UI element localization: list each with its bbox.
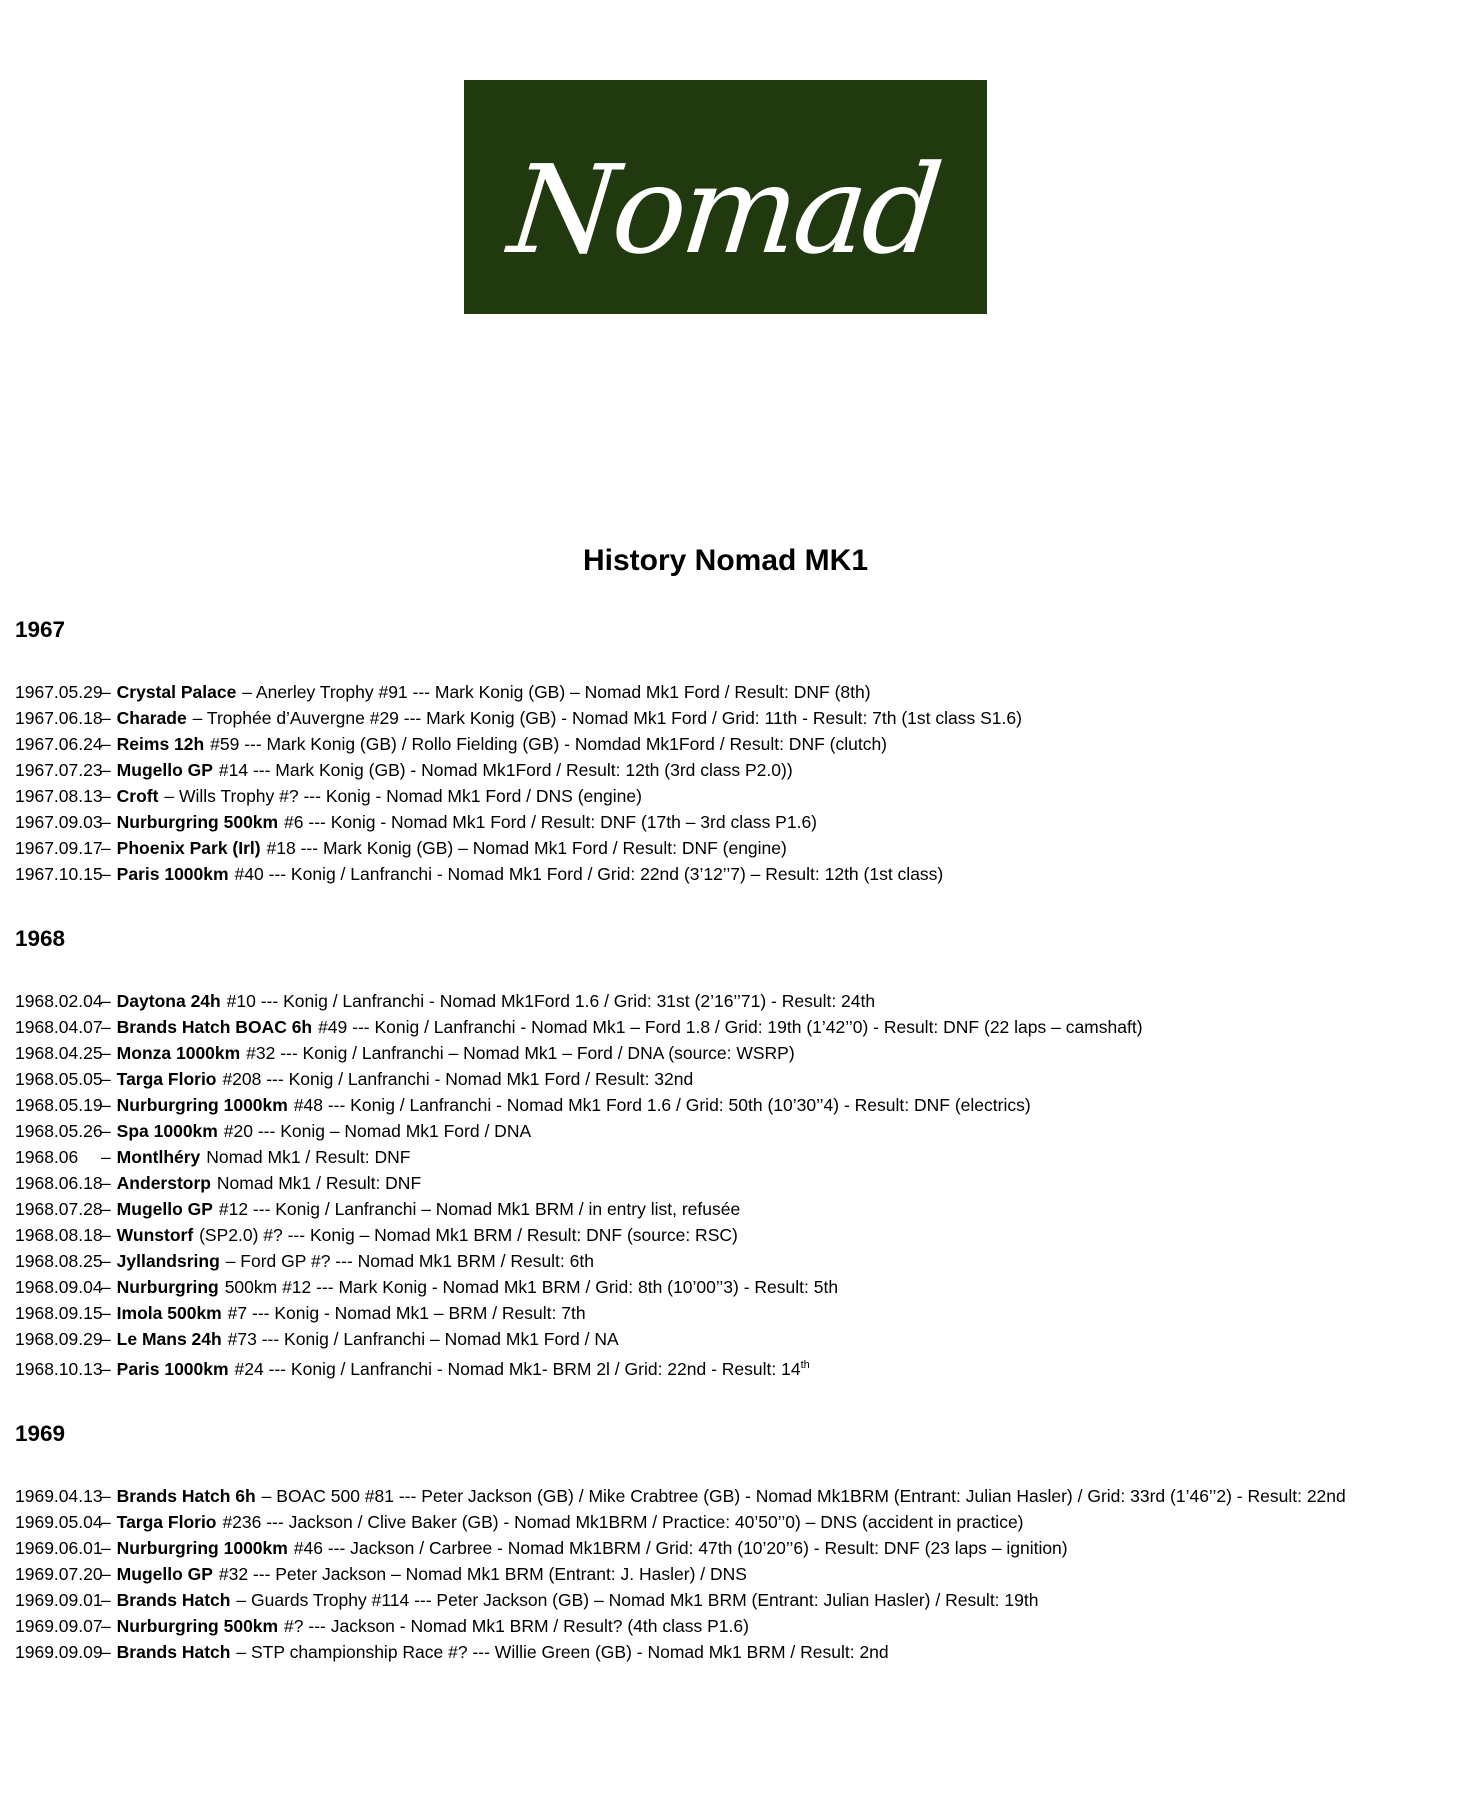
race-details: Nomad Mk1 / Result: DNF	[216, 1173, 422, 1193]
dash-separator: –	[101, 1251, 111, 1271]
race-entry	[15, 1118, 1436, 1144]
race-name: Mugello GP	[116, 1199, 213, 1219]
race-date: 1967.09.03	[15, 812, 103, 832]
race-entry	[15, 757, 1436, 783]
page-title: History Nomad MK1	[582, 544, 869, 577]
race-entry	[15, 783, 1436, 809]
race-name: Nurburgring	[116, 1277, 219, 1297]
race-name: Montlhéry	[116, 1147, 201, 1167]
dash-separator: –	[101, 1277, 111, 1297]
race-details: #12 --- Konig / Lanfranchi – Nomad Mk1 BRM / in entry list, refusée	[218, 1199, 741, 1219]
race-entry	[15, 861, 1436, 887]
race-name: Nurburgring 500km	[116, 1615, 279, 1636]
race-date: 1968.09.29	[15, 1329, 103, 1349]
race-entry	[15, 1222, 1436, 1248]
race-date: 1968.06	[15, 1147, 79, 1167]
race-entry	[15, 679, 1436, 705]
race-details: #10 --- Konig / Lanfranchi - Nomad Mk1Ford 1.6 / Grid: 31st (2’16’’71) - Result: 24th	[226, 991, 876, 1011]
race-details: (SP2.0) #? --- Konig – Nomad Mk1 BRM / Result: DNF (source: RSC)	[199, 1225, 738, 1245]
race-date: 1968.04.07	[15, 1017, 103, 1037]
race-date: 1969.09.07	[15, 1615, 103, 1636]
race-details: #208 --- Konig / Lanfranchi - Nomad Mk1 Ford / Result: 32nd	[222, 1069, 694, 1089]
race-date: 1967.06.18	[15, 708, 103, 728]
race-date: 1968.09.15	[15, 1303, 103, 1323]
race-name: Daytona 24h	[116, 991, 221, 1011]
race-date: 1968.06.18	[15, 1173, 103, 1193]
race-details: #236 --- Jackson / Clive Baker (GB) - Nomad Mk1BRM / Practice: 40’50’’0) – DNS (accident in practice)	[222, 1511, 1024, 1532]
year-heading-1967: 1967	[15, 617, 66, 642]
race-details: 500km #12 --- Mark Konig - Nomad Mk1 BRM / Grid: 8th (10’00’’3) - Result: 5th	[224, 1277, 839, 1297]
race-details: #32 --- Konig / Lanfranchi – Nomad Mk1 – Ford / DNA (source: WSRP)	[246, 1043, 795, 1063]
race-name: Brands Hatch 6h	[116, 1485, 256, 1506]
race-date: 1967.10.15	[15, 864, 103, 884]
race-name: Nurburgring 500km	[116, 812, 279, 832]
race-name: Targa Florio	[116, 1511, 217, 1532]
dash-separator: –	[101, 1537, 111, 1558]
race-date: 1968.04.25	[15, 1043, 103, 1063]
race-details: #46 --- Jackson / Carbree - Nomad Mk1BRM / Grid: 47th (10’20’’6) - Result: DNF (23 laps – ignition)	[293, 1537, 1068, 1558]
race-name: Jyllandsring	[116, 1251, 220, 1271]
race-name: Nurburgring 1000km	[116, 1095, 288, 1115]
race-details: Nomad Mk1 / Result: DNF	[206, 1147, 411, 1167]
race-name: Nurburgring 1000km	[116, 1537, 288, 1558]
race-name: Brands Hatch	[116, 1589, 231, 1610]
race-date: 1968.07.28	[15, 1199, 103, 1219]
race-date: 1967.05.29	[15, 682, 103, 702]
race-entry	[15, 1587, 1436, 1613]
dash-separator: –	[101, 1173, 111, 1193]
race-date: 1969.04.13	[15, 1485, 103, 1506]
race-details: #? --- Jackson - Nomad Mk1 BRM / Result? (4th class P1.6)	[284, 1615, 749, 1636]
race-details: #59 --- Mark Konig (GB) / Rollo Fielding (GB) - Nomdad Mk1Ford / Result: DNF (clutch)	[210, 734, 887, 754]
dash-separator: –	[101, 786, 111, 806]
race-name: Monza 1000km	[116, 1043, 241, 1063]
dash-separator: –	[101, 1641, 111, 1662]
race-entry	[15, 1274, 1436, 1300]
dash-separator: –	[101, 682, 111, 702]
race-name: Croft	[116, 786, 159, 806]
race-date: 1969.06.01	[15, 1537, 103, 1558]
dash-separator: –	[101, 1303, 111, 1323]
dash-separator: –	[101, 1225, 111, 1245]
race-name: Charade	[116, 708, 187, 728]
race-details: – Trophée d’Auvergne #29 --- Mark Konig (GB) - Nomad Mk1 Ford / Grid: 11th - Result: 7th (1st class S1.6)	[192, 708, 1022, 728]
race-entry	[15, 1040, 1436, 1066]
race-details: #32 --- Peter Jackson – Nomad Mk1 BRM (Entrant: J. Hasler) / DNS	[218, 1563, 747, 1584]
race-entry	[15, 988, 1436, 1014]
dash-separator: –	[101, 1358, 111, 1379]
race-date: 1969.05.04	[15, 1511, 103, 1532]
dash-separator: –	[101, 1329, 111, 1349]
dash-separator: –	[101, 1485, 111, 1506]
race-entry	[15, 705, 1436, 731]
year-heading-1969: 1969	[15, 1420, 66, 1446]
race-details: – Ford GP #? --- Nomad Mk1 BRM / Result: 6th	[225, 1251, 594, 1271]
dash-separator: –	[101, 812, 111, 832]
race-date: 1968.10.13	[15, 1358, 103, 1379]
race-entry	[15, 1066, 1436, 1092]
race-name: Phoenix Park (Irl)	[116, 838, 261, 858]
section-1968	[15, 926, 1436, 1382]
race-entry	[15, 1483, 1436, 1509]
race-name: Brands Hatch BOAC 6h	[116, 1017, 313, 1037]
race-details: #48 --- Konig / Lanfranchi - Nomad Mk1 Ford 1.6 / Grid: 50th (10’30’’4) - Result: DNF (electrics)	[293, 1095, 1031, 1115]
dash-separator: –	[101, 1069, 111, 1089]
race-date: 1968.08.18	[15, 1225, 103, 1245]
dash-separator: –	[101, 708, 111, 728]
race-entry	[15, 1092, 1436, 1118]
dash-separator: –	[101, 1615, 111, 1636]
race-date: 1969.09.01	[15, 1589, 103, 1610]
race-date: 1968.05.26	[15, 1121, 103, 1141]
race-entry	[15, 835, 1436, 861]
race-name: Spa 1000km	[116, 1121, 218, 1141]
year-heading-1968: 1968	[15, 926, 66, 951]
race-entry	[15, 1170, 1436, 1196]
dash-separator: –	[101, 1017, 111, 1037]
race-entry	[15, 809, 1436, 835]
race-details: – STP championship Race #? --- Willie Green (GB) - Nomad Mk1 BRM / Result: 2nd	[236, 1641, 889, 1662]
race-entry	[15, 1561, 1436, 1587]
race-details: #20 --- Konig – Nomad Mk1 Ford / DNA	[223, 1121, 532, 1141]
race-entry	[15, 1300, 1436, 1326]
race-name: Brands Hatch	[116, 1641, 231, 1662]
section-1967	[15, 617, 1436, 887]
race-date: 1969.07.20	[15, 1563, 103, 1584]
race-entry	[15, 1352, 1436, 1382]
nomad-logo	[464, 80, 987, 314]
race-details: – Wills Trophy #? --- Konig - Nomad Mk1 Ford / DNS (engine)	[164, 786, 642, 806]
race-entry	[15, 1535, 1436, 1561]
race-entry	[15, 731, 1436, 757]
race-details: #6 --- Konig - Nomad Mk1 Ford / Result: DNF (17th – 3rd class P1.6)	[284, 812, 818, 832]
dash-separator: –	[101, 991, 111, 1011]
race-entry	[15, 1613, 1436, 1639]
section-1969	[15, 1421, 1436, 1665]
dash-separator: –	[101, 760, 111, 780]
race-entry	[15, 1144, 1436, 1170]
race-name: Anderstorp	[116, 1173, 211, 1193]
race-details: #18 --- Mark Konig (GB) – Nomad Mk1 Ford / Result: DNF (engine)	[266, 838, 787, 858]
race-details: #40 --- Konig / Lanfranchi - Nomad Mk1 Ford / Grid: 22nd (3’12’’7) – Result: 12th (1st class)	[234, 864, 944, 884]
dash-separator: –	[101, 1589, 111, 1610]
race-details: – BOAC 500 #81 --- Peter Jackson (GB) / Mike Crabtree (GB) - Nomad Mk1BRM (Entrant: Julian Hasler) / Grid: 33rd (1’46’’2) - Result: 22nd	[261, 1485, 1346, 1506]
race-details: #49 --- Konig / Lanfranchi - Nomad Mk1 – Ford 1.8 / Grid: 19th (1’42’’0) - Result: DNF (22 laps – camshaft)	[318, 1017, 1143, 1037]
page-container	[0, 80, 1458, 1705]
race-name: Reims 12h	[116, 734, 205, 754]
entries-1969	[15, 1483, 1436, 1665]
race-name: Paris 1000km	[116, 1358, 229, 1379]
race-date: 1967.06.24	[15, 734, 103, 754]
entries-1967	[15, 679, 1436, 887]
race-date: 1967.07.23	[15, 760, 103, 780]
race-entry	[15, 1196, 1436, 1222]
race-name: Targa Florio	[116, 1069, 217, 1089]
dash-separator: –	[101, 1563, 111, 1584]
race-details: #14 --- Mark Konig (GB) - Nomad Mk1Ford / Result: 12th (3rd class P2.0))	[218, 760, 793, 780]
dash-separator: –	[101, 864, 111, 884]
race-name: Le Mans 24h	[116, 1329, 222, 1349]
race-date: 1968.09.04	[15, 1277, 103, 1297]
race-date: 1968.05.05	[15, 1069, 103, 1089]
nomad-logo-text: Nomad	[503, 139, 945, 281]
race-details: #24 --- Konig / Lanfranchi - Nomad Mk1- BRM 2l / Grid: 22nd - Result: 14	[234, 1358, 801, 1379]
race-date: 1969.09.09	[15, 1641, 103, 1662]
race-name: Paris 1000km	[116, 864, 229, 884]
dash-separator: –	[101, 1147, 111, 1167]
race-details: #7 --- Konig - Nomad Mk1 – BRM / Result: 7th	[227, 1303, 586, 1323]
race-name: Wunstorf	[116, 1225, 194, 1245]
dash-separator: –	[101, 1511, 111, 1532]
race-entry	[15, 1509, 1436, 1535]
dash-separator: –	[101, 1199, 111, 1219]
race-details: – Anerley Trophy #91 --- Mark Konig (GB) – Nomad Mk1 Ford / Result: DNF (8th)	[242, 682, 871, 702]
dash-separator: –	[101, 1095, 111, 1115]
entries-1968	[15, 988, 1436, 1382]
dash-separator: –	[101, 734, 111, 754]
race-date: 1968.02.04	[15, 991, 103, 1011]
race-entry	[15, 1639, 1436, 1665]
race-date: 1968.05.19	[15, 1095, 103, 1115]
race-details: #73 --- Konig / Lanfranchi – Nomad Mk1 Ford / NA	[227, 1329, 619, 1349]
race-date: 1967.08.13	[15, 786, 103, 806]
dash-separator: –	[101, 838, 111, 858]
dash-separator: –	[101, 1043, 111, 1063]
race-entry	[15, 1014, 1436, 1040]
race-entry	[15, 1248, 1436, 1274]
race-date: 1967.09.17	[15, 838, 103, 858]
race-entry	[15, 1326, 1436, 1352]
ordinal-suffix: th	[800, 1359, 810, 1371]
race-name: Mugello GP	[116, 1563, 213, 1584]
race-name: Imola 500km	[116, 1303, 222, 1323]
race-date: 1968.08.25	[15, 1251, 103, 1271]
race-name: Crystal Palace	[116, 682, 237, 702]
race-name: Mugello GP	[116, 760, 213, 780]
race-details: – Guards Trophy #114 --- Peter Jackson (GB) – Nomad Mk1 BRM (Entrant: Julian Hasler) / Result: 19th	[236, 1589, 1039, 1610]
dash-separator: –	[101, 1121, 111, 1141]
